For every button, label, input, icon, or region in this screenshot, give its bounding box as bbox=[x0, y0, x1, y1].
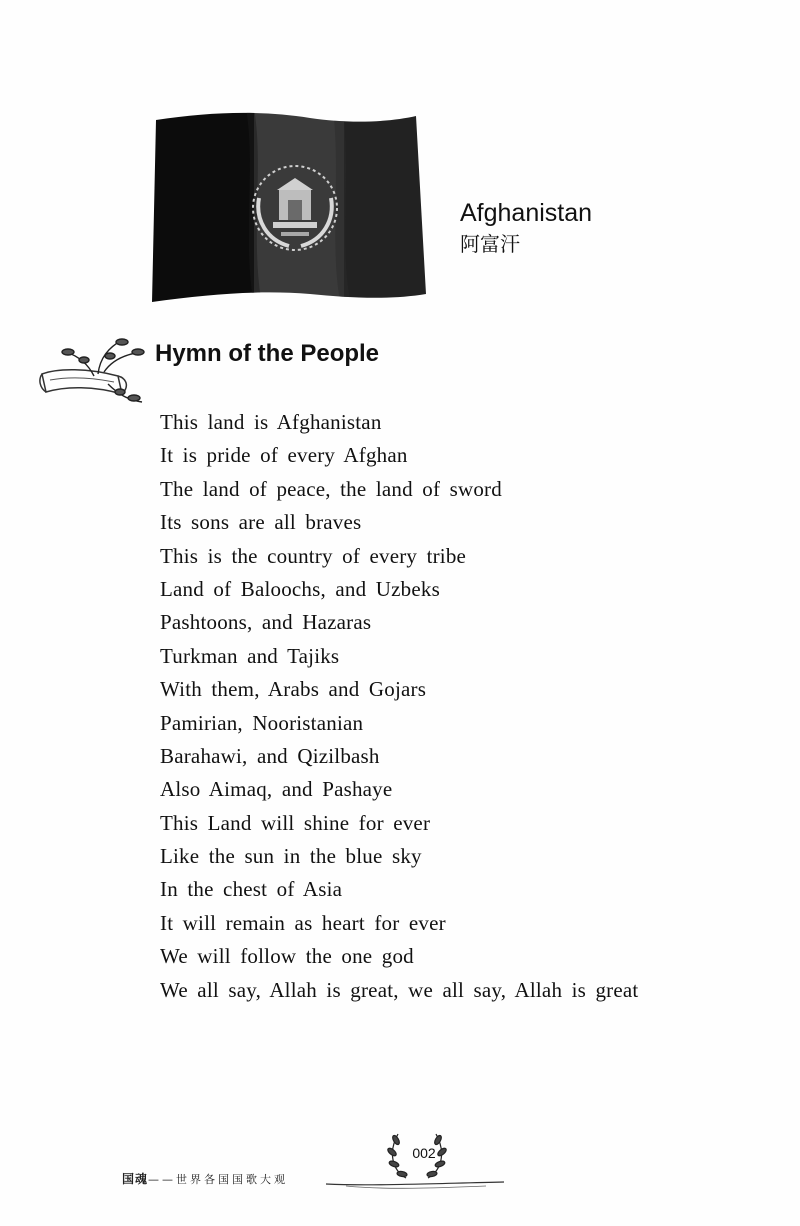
footer-book-title bbox=[122, 1170, 288, 1187]
anthem-title: Hymn of the People bbox=[155, 340, 380, 367]
page-number: 002 bbox=[412, 1145, 436, 1161]
lyric-line: Turkman and Tajiks bbox=[160, 643, 340, 668]
country-heading bbox=[460, 198, 592, 256]
footer-title-rest: ——世界各国国歌大观 bbox=[148, 1173, 289, 1186]
lyric-line: Barahawi, and Qizilbash bbox=[160, 743, 380, 768]
lyric-line: This is the country of every tribe bbox=[160, 543, 467, 568]
anthem-lyrics bbox=[160, 406, 638, 1007]
floral-scroll-icon bbox=[38, 334, 150, 410]
lyric-line: Land of Baloochs, and Uzbeks bbox=[160, 576, 440, 601]
lyric-line: We will follow the one god bbox=[160, 944, 414, 969]
lyric-line: It is pride of every Afghan bbox=[160, 443, 408, 468]
footer-title-bold: 国魂 bbox=[122, 1172, 149, 1186]
country-name-zh: 阿富汗 bbox=[460, 232, 520, 256]
lyric-line: We all say, Allah is great, we all say, Allah is great bbox=[160, 977, 639, 1002]
lyric-line: Pashtoons, and Hazaras bbox=[160, 610, 372, 635]
lyric-line: With them, Arabs and Gojars bbox=[160, 677, 427, 702]
lyric-line: It will remain as heart for ever bbox=[160, 910, 446, 935]
lyric-line: The land of peace, the land of sword bbox=[160, 476, 502, 501]
laurel-wreath-icon bbox=[326, 1126, 506, 1196]
lyric-line: This land is Afghanistan bbox=[160, 410, 382, 434]
lyric-line: This Land will shine for ever bbox=[160, 810, 431, 835]
lyric-line: Like the sun in the blue sky bbox=[160, 844, 422, 869]
lyric-line: Pamirian, Nooristanian bbox=[160, 710, 364, 735]
flag-image bbox=[150, 108, 426, 306]
lyric-line: Also Aimaq, and Pashaye bbox=[160, 777, 393, 802]
lyric-line: Its sons are all braves bbox=[160, 510, 362, 535]
country-name-en: Afghanistan bbox=[460, 199, 593, 227]
lyric-line: In the chest of Asia bbox=[160, 877, 343, 902]
